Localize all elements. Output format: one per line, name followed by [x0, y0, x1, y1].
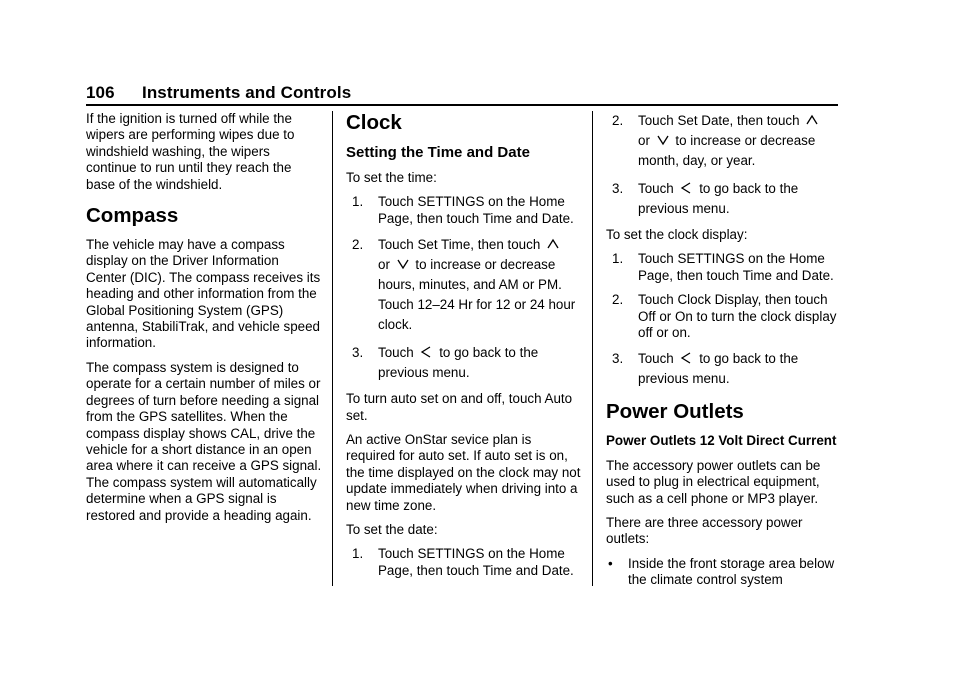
- step-number: 1.: [352, 194, 364, 210]
- list-item: [352, 546, 582, 579]
- list-item: [352, 343, 582, 383]
- step-text: to go back to the previous menu.: [378, 345, 539, 381]
- step-text: to go back to the previous menu.: [638, 181, 799, 216]
- wiper-paragraph: If the ignition is turned off while the wipers are performing wipes due to windshield washing, the wipers continue to run until they reach the base of the windshield.: [86, 111, 295, 192]
- column-divider: [332, 111, 333, 586]
- list-item: [612, 111, 842, 171]
- list-item: [612, 349, 842, 389]
- chevron-up-icon: [805, 113, 819, 127]
- step-text: or: [378, 257, 390, 273]
- onstar-paragraph: An active OnStar sevice plan is required for auto set. If auto set is on, the time displayed on the clock may not update immediately when driving into a new time zone.: [346, 432, 581, 513]
- chevron-down-icon: [656, 133, 670, 147]
- power-outlets-subheading: Power Outlets 12 Volt Direct Current: [606, 433, 837, 449]
- column-divider: [592, 111, 593, 586]
- column-left: [86, 111, 322, 532]
- step-text: Touch SETTINGS on the Home Page, then touch Time and Date.: [378, 194, 574, 226]
- step-number: 1.: [612, 251, 624, 267]
- list-item: [606, 556, 842, 589]
- list-item: [612, 292, 842, 341]
- bullet-text: Inside the front storage area below the climate control system: [628, 555, 835, 588]
- clock-display-intro: To set the clock display:: [606, 227, 748, 242]
- power-outlets-heading: Power Outlets: [606, 400, 744, 424]
- step-number: 2.: [352, 237, 364, 253]
- page-header: [86, 83, 351, 103]
- header-rule: [86, 104, 838, 106]
- column-right: [606, 111, 842, 597]
- list-item: [612, 251, 842, 284]
- list-item: [612, 179, 842, 219]
- chevron-down-icon: [396, 257, 410, 271]
- set-date-intro: To set the date:: [346, 522, 438, 538]
- column-middle: [346, 111, 582, 587]
- chevron-up-icon: [546, 237, 560, 251]
- step-text: or: [638, 133, 650, 148]
- step-number: 2.: [612, 113, 624, 128]
- power-paragraph: The accessory power outlets can be used to plug in electrical equipment, such as a cell phone or MP3 player.: [606, 457, 821, 506]
- chevron-left-icon: [679, 181, 693, 195]
- step-text: to increase or decrease month, day, or year.: [638, 133, 816, 168]
- list-item: [352, 194, 582, 227]
- auto-set-paragraph: To turn auto set on and off, touch Auto set.: [346, 391, 573, 423]
- step-text: Touch SETTINGS on the Home Page, then touch Time and Date.: [378, 546, 574, 578]
- step-text: Touch: [638, 351, 674, 367]
- step-text: Touch Set Date, then touch: [638, 113, 800, 128]
- step-number: 2.: [612, 292, 624, 308]
- bullet-mark: •: [608, 555, 613, 571]
- step-text: Touch: [378, 345, 414, 361]
- list-item: [352, 235, 582, 335]
- section-title: Instruments and Controls: [142, 83, 352, 102]
- page-number: 106: [86, 83, 115, 102]
- set-time-intro: To set the time:: [346, 170, 437, 185]
- step-text: to go back to the previous menu.: [638, 351, 799, 387]
- power-paragraph: There are three accessory power outlets:: [606, 515, 803, 547]
- time-date-subheading: Setting the Time and Date: [346, 144, 530, 161]
- step-text: Touch Set Time, then touch: [378, 237, 541, 253]
- step-number: 1.: [352, 546, 364, 562]
- chevron-left-icon: [419, 345, 433, 359]
- clock-heading: Clock: [346, 111, 402, 134]
- step-text: Touch SETTINGS on the Home Page, then touch Time and Date.: [638, 251, 834, 283]
- step-text: Touch Clock Display, then touch Off or On to turn the clock display off or on.: [638, 292, 837, 341]
- step-text: Touch: [638, 181, 674, 196]
- step-number: 3.: [352, 345, 364, 361]
- compass-heading: Compass: [86, 204, 179, 228]
- step-number: 3.: [612, 351, 624, 367]
- chevron-left-icon: [679, 351, 693, 365]
- compass-paragraph: The vehicle may have a compass display on the Driver Information Center (DIC). The compass receives its heading and other information from the Global Positioning System (GPS) antenna, StabiliTrak, and vehicle speed information.: [86, 237, 321, 351]
- step-number: 3.: [612, 181, 624, 196]
- step-text: to increase or decrease hours, minutes, and AM or PM. Touch 12–24 Hr for 12 or 24 hour clock.: [378, 257, 576, 333]
- compass-paragraph: The compass system is designed to operate for a certain number of miles or degrees of turn before needing a signal from the GPS satellites. When the compass display shows CAL, drive the vehicle for a short distance in an open area where it can receive a GPS signal. The compass system will automatically determine when a GPS signal is restored and provide a heading again.: [86, 359, 322, 523]
